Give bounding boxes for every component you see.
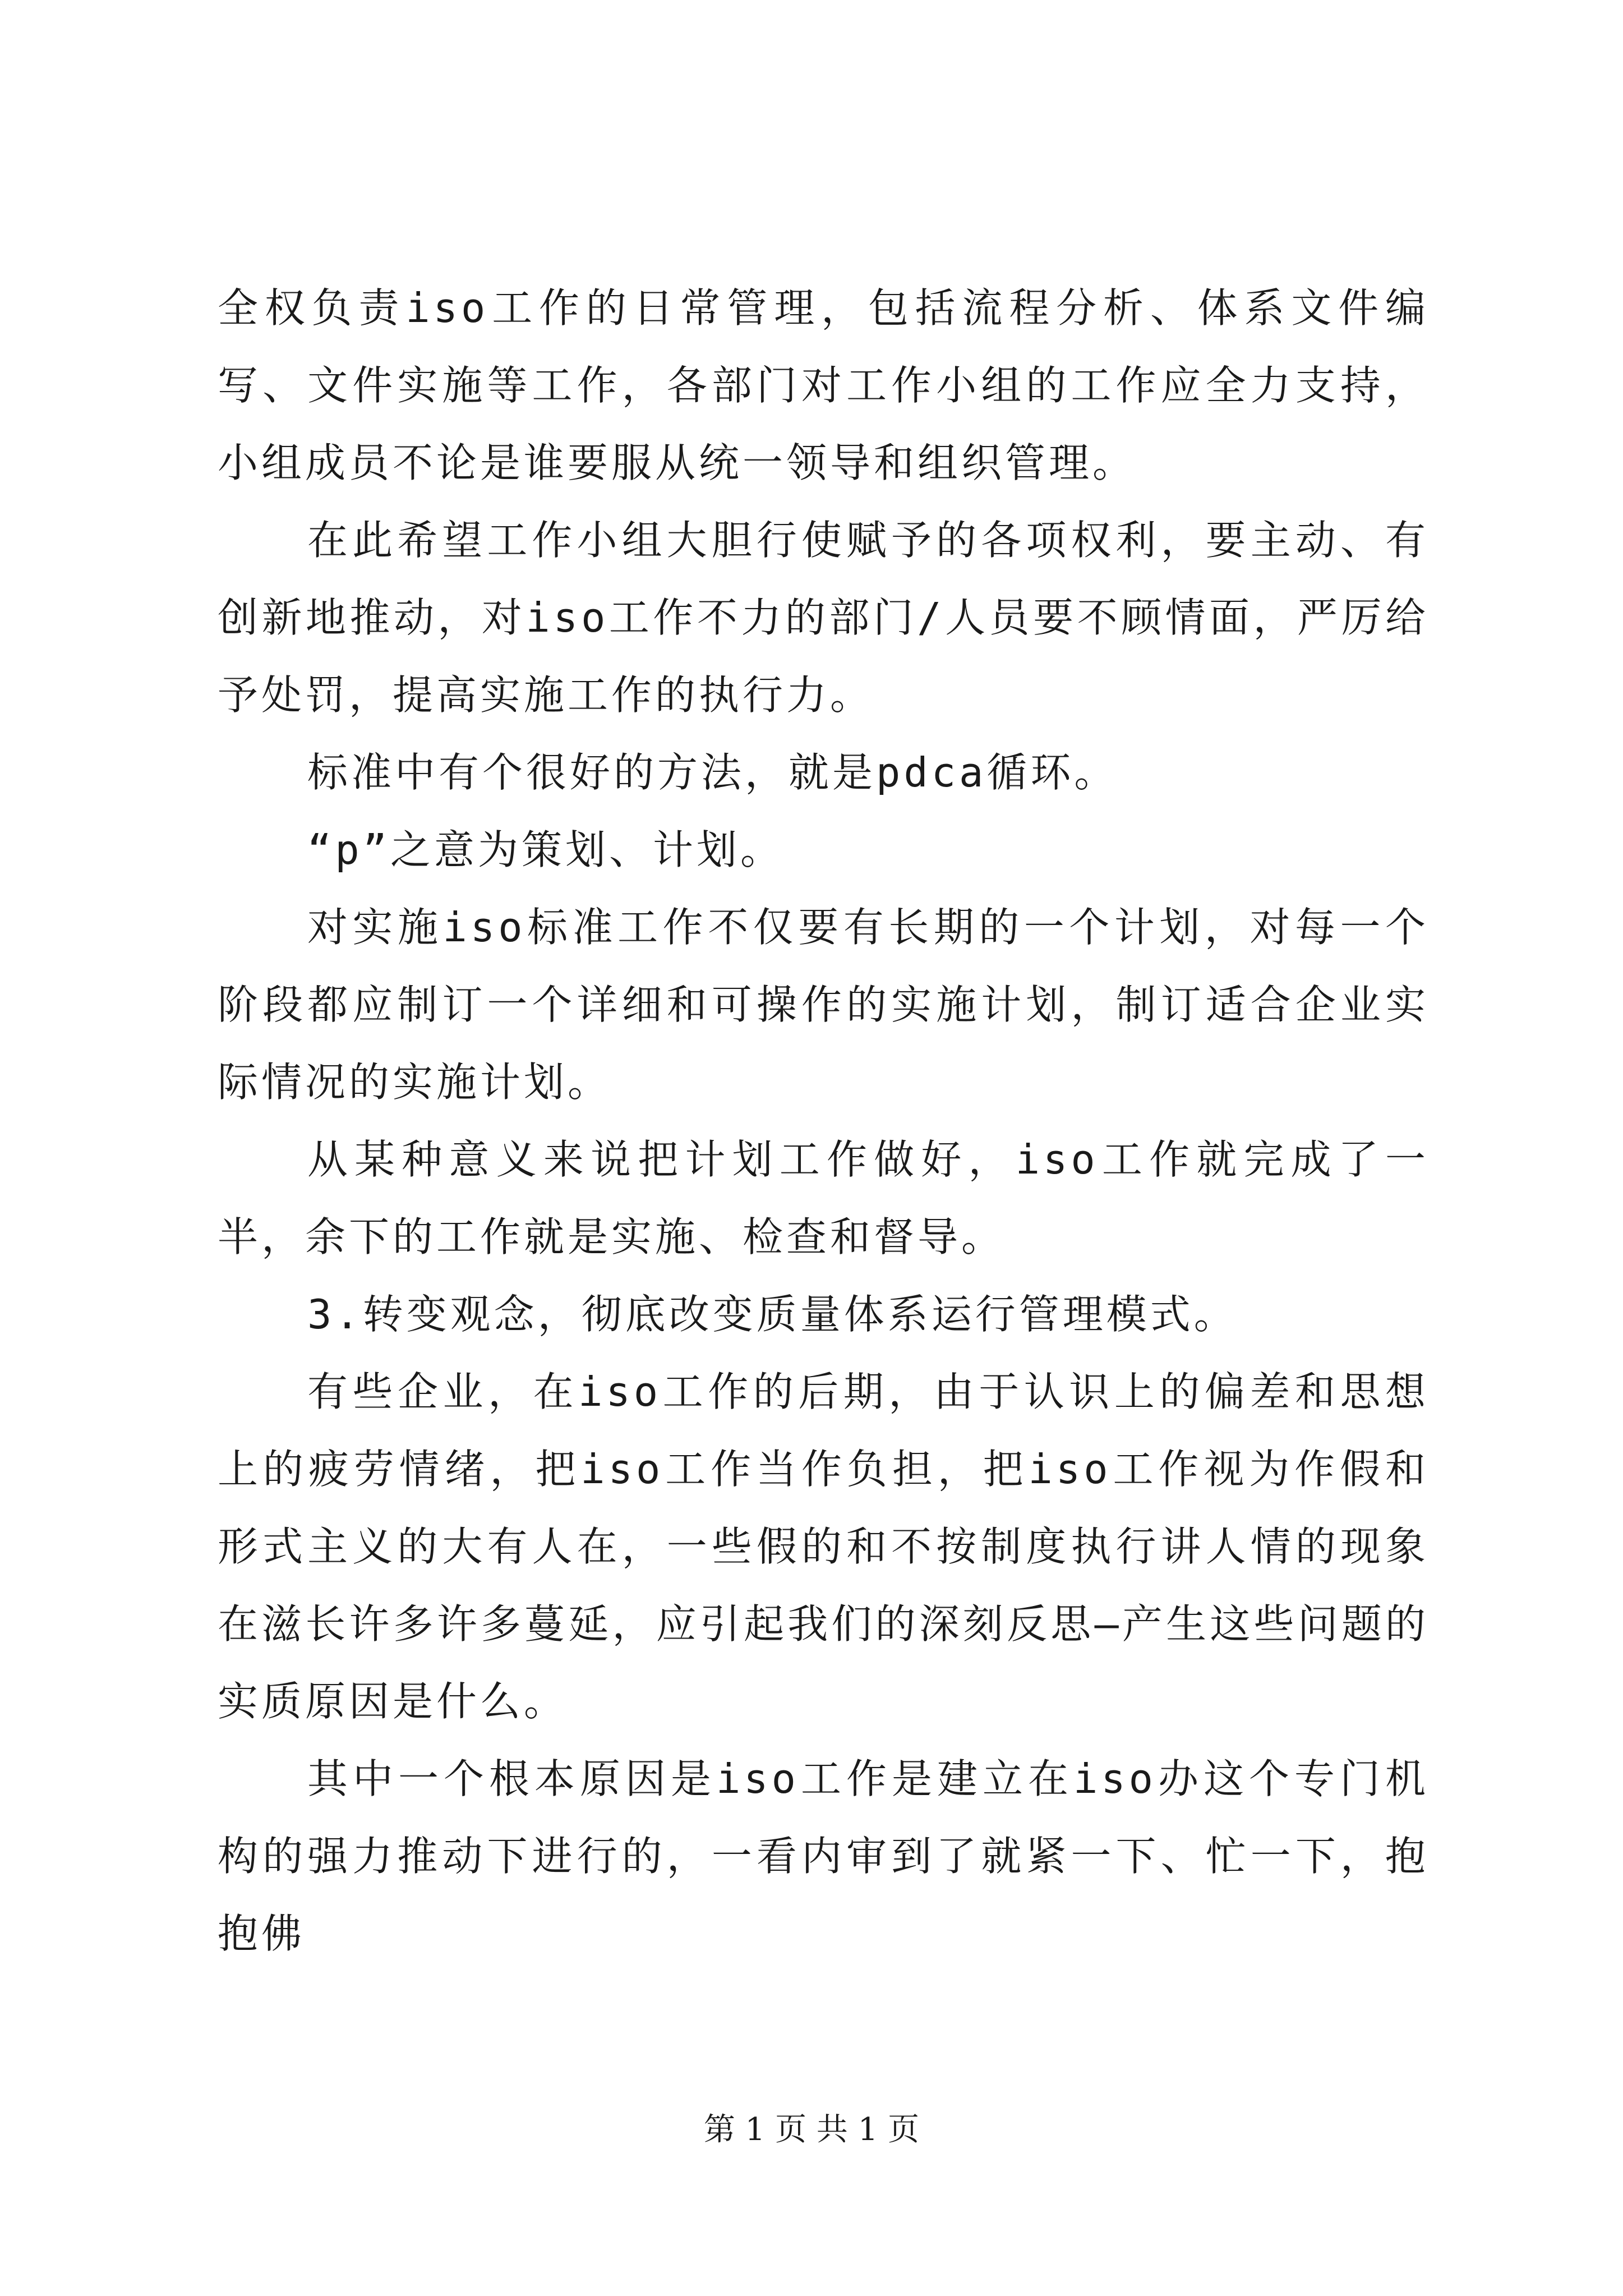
paragraph-5: 对实施iso标准工作不仅要有长期的一个计划，对每一个阶段都应制订一个详细和可操作的实施计划，制订适合企业实际情况的实施计划。 [218, 904, 1429, 1106]
paragraph-7: 3.转变观念，彻底改变质量体系运行管理模式。 [307, 1291, 1238, 1338]
paragraph-6: 从某种意义来说把计划工作做好，iso工作就完成了一半，余下的工作就是实施、检查和督导。 [218, 1136, 1429, 1260]
page-footer: 第 1 页 共 1 页 [703, 2111, 920, 2148]
paragraph-4: “p”之意为策划、计划。 [307, 826, 785, 873]
paragraph-1: 全权负责iso工作的日常管理，包括流程分析、体系文件编写、文件实施等工作，各部门对工作小组的工作应全力支持，小组成员不论是谁要服从统一领导和组织管理。 [218, 284, 1429, 486]
paragraph-8: 有些企业，在iso工作的后期，由于认识上的偏差和思想上的疲劳情绪，把iso工作当作负担，把iso工作视为作假和形式主义的大有人在，一些假的和不按制度执行讲人情的现象在滋长许多许多蔓延，应引起我们的深刻反思—产生这些问题的实质原因是什么。 [218, 1368, 1429, 1725]
paragraph-2: 在此希望工作小组大胆行使赋予的各项权利，要主动、有创新地推动，对iso工作不力的部门/人员要不顾情面，严厉给予处罚，提高实施工作的执行力。 [218, 517, 1429, 719]
paragraph-3: 标准中有个很好的方法，就是pdca循环。 [307, 749, 1118, 796]
paragraph-9: 其中一个根本原因是iso工作是建立在iso办这个专门机构的强力推动下进行的，一看内审到了就紧一下、忙一下，抱抱佛 [218, 1755, 1429, 1957]
document-body [218, 269, 1429, 1972]
